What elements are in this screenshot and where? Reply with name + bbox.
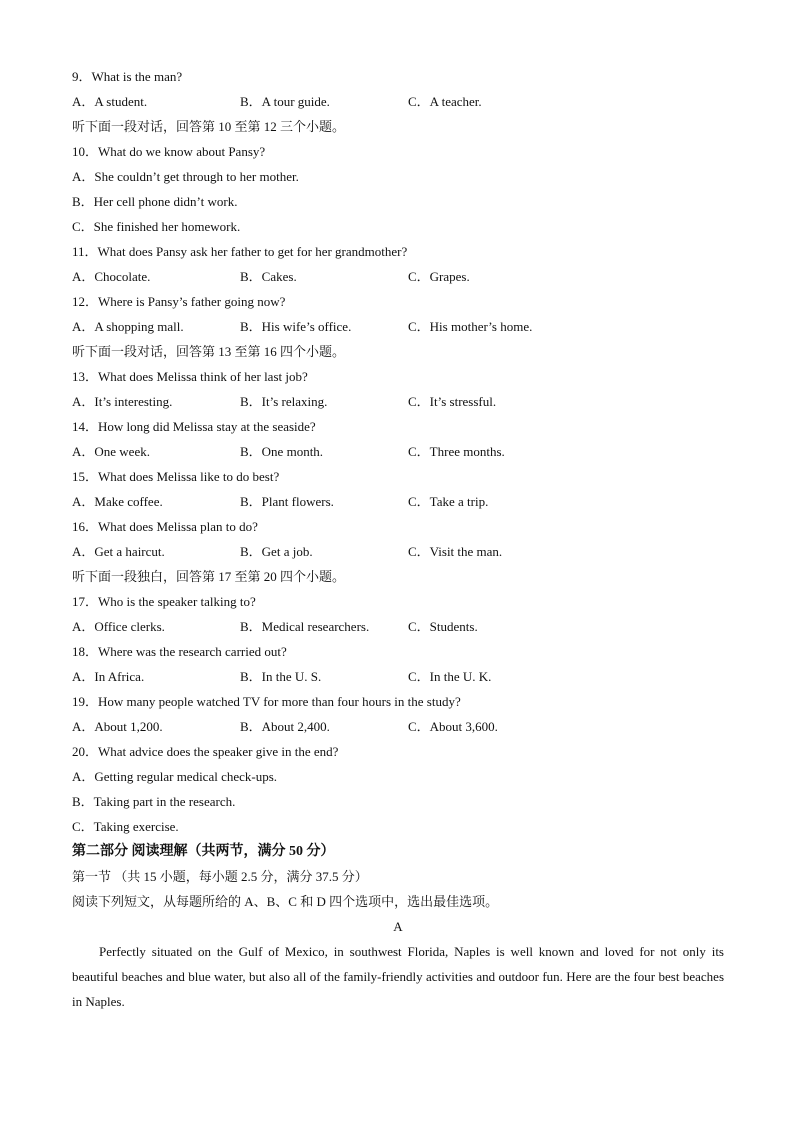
- option-b: B．Medical researchers.: [240, 619, 370, 634]
- option-c: C．Visit the man.: [408, 544, 503, 559]
- option-b: B．Get a job.: [240, 544, 313, 559]
- option-c: C．In the U. K.: [408, 669, 492, 684]
- option-b: B．A tour guide.: [240, 94, 330, 109]
- question-line: 13．What does Melissa think of her last job?: [72, 369, 308, 384]
- option-a: A．One week.: [72, 444, 150, 459]
- option-b: B．His wife’s office.: [240, 319, 352, 334]
- options-row: [72, 89, 724, 114]
- option-a: A．A student.: [72, 94, 148, 109]
- option-c: C．A teacher.: [408, 94, 482, 109]
- option-b: B．Cakes.: [240, 269, 297, 284]
- instruction-line: 第一节 （共 15 小题，每小题 2.5 分，满分 37.5 分）: [72, 869, 368, 884]
- question-line: 15．What does Melissa like to do best?: [72, 469, 280, 484]
- question-line: A．She couldn’t get through to her mother.: [72, 169, 299, 184]
- options-row: [72, 439, 724, 464]
- option-b: B．In the U. S.: [240, 669, 322, 684]
- instruction-line: 听下面一段对话，回答第 10 至第 12 三个小题。: [72, 119, 346, 134]
- option-b: B．One month.: [240, 444, 324, 459]
- options-row: [72, 389, 724, 414]
- option-a: A．In Africa.: [72, 669, 145, 684]
- option-a: A．About 1,200.: [72, 719, 163, 734]
- option-a: A．It’s interesting.: [72, 394, 173, 409]
- option-c: C．Students.: [408, 619, 478, 634]
- question-line: B．Taking part in the research.: [72, 794, 236, 809]
- question-line: C．She finished her homework.: [72, 219, 241, 234]
- question-line: 16．What does Melissa plan to do?: [72, 519, 258, 534]
- options-row: [72, 264, 724, 289]
- section-heading: 第二部分 阅读理解（共两节，满分 50 分）: [72, 844, 335, 859]
- option-a: A．Chocolate.: [72, 269, 151, 284]
- exam-lines: [72, 64, 724, 939]
- exam-page: [72, 64, 724, 1014]
- question-line: 20．What advice does the speaker give in the end?: [72, 744, 339, 759]
- instruction-line: 阅读下列短文，从每题所给的 A、B、C 和 D 四个选项中，选出最佳选项。: [72, 894, 499, 909]
- question-line: C．Taking exercise.: [72, 819, 179, 834]
- question-line: B．Her cell phone didn’t work.: [72, 194, 238, 209]
- options-row: [72, 614, 724, 639]
- question-line: 14．How long did Melissa stay at the seaside?: [72, 419, 316, 434]
- option-b: B．Plant flowers.: [240, 494, 334, 509]
- option-a: A．A shopping mall.: [72, 319, 184, 334]
- question-line: A．Getting regular medical check-ups.: [72, 769, 278, 784]
- passage-label: A: [393, 919, 403, 934]
- passage-a-paragraph: Perfectly situated on the Gulf of Mexico, in southwest Florida, Naples is well known and loved for not only its beautiful beaches and blue water, but also all of the family-friendly activities and outdoor fun. Here are the four best beaches in Naples.: [72, 944, 724, 1009]
- options-row: [72, 664, 724, 689]
- question-line: 9．What is the man?: [72, 69, 183, 84]
- options-row: [72, 489, 724, 514]
- option-b: B．About 2,400.: [240, 719, 330, 734]
- options-row: [72, 714, 724, 739]
- instruction-line: 听下面一段独白，回答第 17 至第 20 四个小题。: [72, 569, 346, 584]
- option-a: A．Get a haircut.: [72, 544, 165, 559]
- question-line: 12．Where is Pansy’s father going now?: [72, 294, 286, 309]
- option-a: A．Office clerks.: [72, 619, 165, 634]
- question-line: 10．What do we know about Pansy?: [72, 144, 266, 159]
- options-row: [72, 539, 724, 564]
- options-row: [72, 314, 724, 339]
- option-c: C．It’s stressful.: [408, 394, 497, 409]
- option-c: C．Grapes.: [408, 269, 470, 284]
- instruction-line: 听下面一段对话，回答第 13 至第 16 四个小题。: [72, 344, 346, 359]
- question-line: 17．Who is the speaker talking to?: [72, 594, 256, 609]
- option-c: C．About 3,600.: [408, 719, 498, 734]
- option-c: C．Take a trip.: [408, 494, 489, 509]
- option-b: B．It’s relaxing.: [240, 394, 328, 409]
- option-c: C．His mother’s home.: [408, 319, 533, 334]
- option-a: A．Make coffee.: [72, 494, 163, 509]
- question-line: 11．What does Pansy ask her father to get for her grandmother?: [72, 244, 408, 259]
- question-line: 19．How many people watched TV for more than four hours in the study?: [72, 694, 461, 709]
- question-line: 18．Where was the research carried out?: [72, 644, 287, 659]
- option-c: C．Three months.: [408, 444, 505, 459]
